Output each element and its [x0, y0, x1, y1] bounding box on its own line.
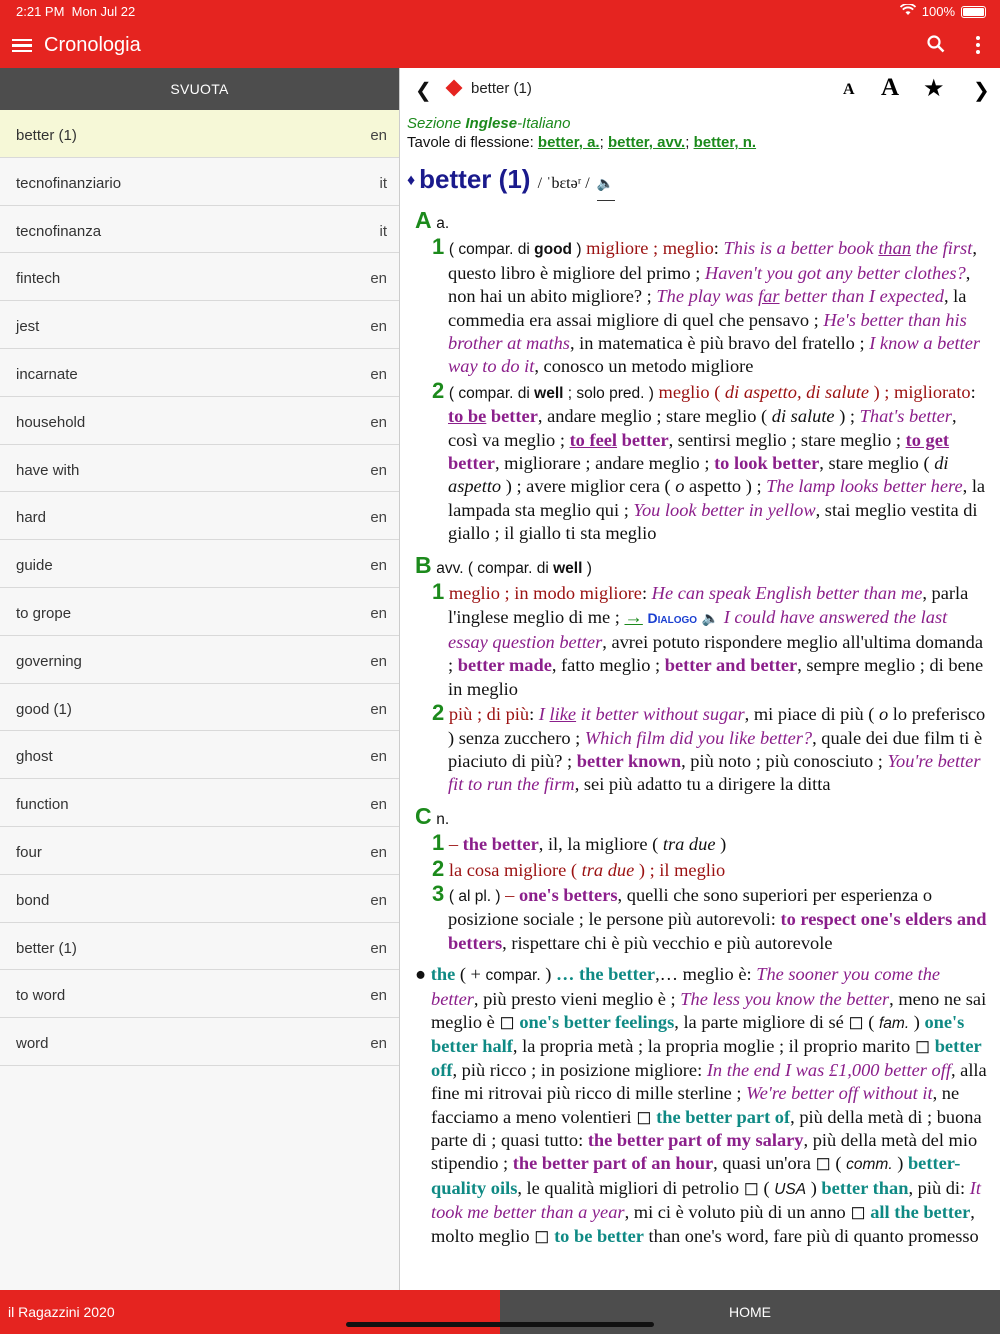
status-time: 2:21 PM Mon Jul 22 — [16, 4, 136, 19]
history-item[interactable] — [0, 827, 399, 875]
sense-text: 2 più ; di più: I like it better without sugar, mi piace di più ( o lo preferisco ) senza zucchero ; Which film did you like better?, quale dei due film ti è piaciuto di più? ; better known, più noto ; più conosciuto ; You're better fit to run the firm, sei più adatto tu a dirigere la ditta — [432, 700, 986, 795]
sense-text: 3 ( al pl. ) – one's betters, quelli che sono superiori per esperienza o posizione sociale ; le persone più autorevoli: to respect one's elders and betters, rispettare chi è più vecchio e più autorevole — [432, 880, 987, 953]
history-item[interactable] — [0, 875, 399, 923]
sense-text: 2 la cosa migliore ( tra due ) ; il meglio — [432, 855, 726, 881]
history-item-lang: en — [370, 891, 387, 909]
font-decrease-button[interactable]: A — [843, 81, 855, 98]
history-item-word: better (1) — [16, 127, 77, 144]
history-item-lang: en — [370, 987, 387, 1005]
idioms-block — [407, 963, 988, 1248]
history-item[interactable] — [0, 540, 399, 588]
sense-text: 1 meglio ; in modo migliore: He can speak English better than me, parla l'inglese meglio di me ; → Dialogo 🔈 I could have answered the last essay question better, avrei potuto rispondere meglio all'ultima domanda ; better made, fatto meglio ; better and better, sempre meglio ; di bene in meglio — [432, 579, 984, 699]
history-item[interactable] — [0, 349, 399, 397]
history-item[interactable] — [0, 923, 399, 971]
entry-toolbar — [401, 68, 1000, 110]
idioms-text: ● the ( + compar. ) … the better,… meglio è: The sooner you come the better, più presto vieni meglio è ; The less you know the better, meno ne sai meglio è ◻ one's better feelings, la parte migliore di sé ◻ ( fam. ) one's better half, la propria metà ; la propria moglie ; il proprio marito ◻ better off, più ricco ; in posizione migliore: In the end I was £1,000 better off, alla fine mi ritrovai più ricco di mille sterline ; We're better off without it, ne facciamo a meno volentieri ◻ the better part of, più della metà di ; buona parte di ; quasi tutto: the better part of my salary, più della metà del mio stipendio ; the better part of an hour, quasi un'ora ◻ ( comm. ) better-quality oils, le qualità migliori di petrolio ◻ ( USA ) better than, più di: It took me better than a year, mi ci è voluto più di un anno ◻ all the better, molto meglio ◻ to be better than one's word, fare più di quanto promesso — [415, 964, 987, 1246]
battery-percent: 100% — [921, 4, 955, 19]
history-item-lang: en — [370, 843, 387, 861]
inflection-tables: Tavole di flessione: better, a.; better, avv.; better, n. — [407, 134, 757, 151]
history-item-lang: en — [370, 318, 387, 336]
history-item[interactable] — [0, 588, 399, 636]
edition-label: il Ragazzini 2020 — [0, 1290, 500, 1334]
history-item-lang: en — [370, 557, 387, 575]
home-indicator[interactable] — [346, 1322, 654, 1327]
history-item-lang: en — [370, 509, 387, 527]
bottom-bar — [0, 1290, 1000, 1334]
history-item[interactable] — [0, 684, 399, 732]
history-item-word: incarnate — [16, 365, 78, 383]
page-title: Cronologia — [44, 34, 141, 56]
history-item-word: better (1) — [16, 939, 77, 957]
history-item-lang: en — [370, 748, 387, 766]
sense-text: 1 – the better, il, la migliore ( tra due ) — [432, 830, 727, 856]
history-item-word: have with — [16, 461, 80, 479]
history-item-word: guide — [16, 557, 53, 575]
history-item-lang: en — [370, 365, 387, 383]
history-item-lang: en — [370, 652, 387, 670]
history-item-lang: en — [370, 939, 387, 957]
pronunciation: / ˈbɛtəʳ / — [537, 175, 590, 192]
status-bar — [0, 0, 1000, 24]
sense-group-a: A a. 1 ( compar. di good ) migliore ; meglio: This is a better book than the first, questo libro è migliore del primo ; Haven't you got any better clothes?, non hai un abito migliore? ; The play was far better than I expected, la commedia era assai migliore di quel che pensavo ; He's better than his brother at maths, in matematica è più bravo del fratello ; I know a better way to do it, conosco un metodo migliore 2 ( compar. di well ; solo pred. ) meglio ( di aspetto, di salute ) ; migliorato: to be better, andare meglio ; stare meglio ( di salute ) ; That's better, così va meglio ; to feel better, sentirsi meglio ; stare meglio ; to get better, migliorare ; andare meglio ; to look better, stare meglio ( di aspetto ) ; avere miglior cera ( o aspetto ) ; The lamp looks better here, la lampada sta meglio qui ; You look better in yellow, stai meglio vestita di giallo ; il giallo ti sta meglio — [407, 209, 988, 546]
history-item[interactable] — [0, 445, 399, 493]
history-item-word: governing — [16, 652, 82, 670]
status-right — [900, 4, 986, 19]
history-item[interactable] — [0, 731, 399, 779]
history-item-lang: en — [370, 461, 387, 479]
history-item-word: tecnofinanziario — [16, 174, 122, 192]
history-item-lang: it — [379, 222, 387, 240]
history-item-lang: it — [379, 174, 387, 192]
inflection-link[interactable]: better, a. — [537, 134, 600, 151]
history-item-word: four — [16, 843, 42, 861]
home-button[interactable]: HOME — [500, 1290, 1000, 1334]
history-item[interactable] — [0, 158, 399, 206]
history-item-word: to word — [16, 987, 66, 1005]
headword: ♦ better (1) / ˈbɛtəʳ / 🔈 — [407, 162, 988, 201]
history-item[interactable] — [0, 397, 399, 445]
history-item[interactable] — [0, 301, 399, 349]
inflection-link[interactable]: better, avv. — [607, 134, 686, 151]
history-item-word: ghost — [16, 748, 53, 766]
diamond-icon — [446, 80, 463, 97]
history-item-lang: en — [370, 700, 387, 718]
history-item-word: good (1) — [16, 700, 72, 718]
inflection-link[interactable]: better, n. — [693, 134, 757, 151]
sense-text: 1 ( compar. di good ) migliore ; meglio: This is a better book than the first, questo libro è migliore del primo ; Haven't you got any better clothes?, non hai un abito migliore? ; The play was far better than I expected, la commedia era assai migliore di quel che pensavo ; He's better than his brother at maths, in matematica è più bravo del fratello ; I know a better way to do it, conosco un metodo migliore — [432, 234, 981, 377]
history-item-word: household — [16, 413, 86, 431]
history-item-lang: en — [370, 1035, 387, 1053]
forward-arrow-icon[interactable]: ❯ — [973, 80, 990, 102]
history-item-word: word — [16, 1035, 49, 1053]
clear-history-button[interactable]: SVUOTA — [0, 68, 399, 110]
sense-group-b: B avv. ( compar. di well ) 1 meglio ; in modo migliore: He can speak English better than me, parla l'inglese meglio di me ; → Dialogo 🔈 I could have answered the last essay question better, avrei potuto rispondere meglio all'ultima domanda ; better made, fatto meglio ; better and better, sempre meglio ; di bene in meglio 2 più ; di più: I like it better without sugar, mi piace di più ( o lo preferisco ) senza zucchero ; Which film did you like better?, quale dei due film ti è piaciuto di più? ; better known, più noto ; più conosciuto ; You're better fit to run the firm, sei più adatto tu a dirigere la ditta — [407, 554, 988, 797]
history-item-word: jest — [16, 318, 40, 336]
diamond-bullet-icon: ♦ — [407, 172, 416, 189]
search-icon[interactable] — [926, 34, 946, 59]
wifi-icon — [900, 4, 916, 19]
history-sidebar — [0, 68, 400, 1290]
history-item[interactable] — [0, 970, 399, 1018]
sense-text: 2 ( compar. di well ; solo pred. ) meglio ( di aspetto, di salute ) ; migliorato: to be better, andare meglio ; stare meglio ( di salute ) ; That's better, così va meglio ; to feel better, sentirsi meglio ; stare meglio ; to get better, migliorare ; andare meglio ; to look better, stare meglio ( di aspetto ) ; avere miglior cera ( o aspetto ) ; The lamp looks better here, la lampada sta meglio qui ; You look better in yellow, stai meglio vestita di giallo ; il giallo ti sta meglio — [432, 377, 986, 544]
toolbar-headword: better (1) — [471, 80, 532, 97]
font-increase-button[interactable]: A — [881, 74, 900, 101]
history-item[interactable] — [0, 779, 399, 827]
history-item[interactable] — [0, 636, 399, 684]
more-options-icon[interactable] — [976, 36, 982, 57]
history-item-lang: en — [370, 413, 387, 431]
hamburger-menu-icon[interactable] — [12, 36, 32, 56]
history-item-word: fintech — [16, 270, 61, 288]
section-label: Sezione Inglese-Italiano — [407, 115, 571, 132]
dictionary-entry — [401, 110, 1000, 1290]
app-bar — [0, 24, 1000, 68]
back-arrow-icon[interactable]: ❮ — [415, 80, 432, 102]
history-item-lang: en — [370, 270, 387, 288]
history-item-word: hard — [16, 509, 47, 527]
history-item-lang: en — [370, 127, 387, 144]
history-item-lang: en — [370, 604, 387, 622]
history-item-lang: en — [370, 796, 387, 814]
favorite-star-icon[interactable]: ★ — [923, 75, 945, 102]
history-item[interactable] — [0, 206, 399, 254]
sense-group-c: C n. 1 – the better, il, la migliore ( tra due ) 2 la cosa migliore ( tra due ) ; il meglio 3 ( al pl. ) – one's betters, quelli che sono superiori per esperienza o posizione sociale ; le persone più autorevoli: to respect one's elders and betters, rispettare chi è più vecchio e più autorevole — [407, 805, 988, 955]
history-list — [0, 110, 399, 1066]
speaker-icon[interactable]: 🔈 — [597, 166, 615, 201]
battery-icon — [961, 6, 986, 18]
history-item[interactable] — [0, 110, 399, 158]
history-item[interactable] — [0, 1018, 399, 1066]
history-item-word: bond — [16, 891, 50, 909]
history-item[interactable] — [0, 492, 399, 540]
history-item[interactable] — [0, 253, 399, 301]
history-item-word: to grope — [16, 604, 72, 622]
history-item-word: function — [16, 796, 69, 814]
history-item-word: tecnofinanza — [16, 222, 102, 240]
